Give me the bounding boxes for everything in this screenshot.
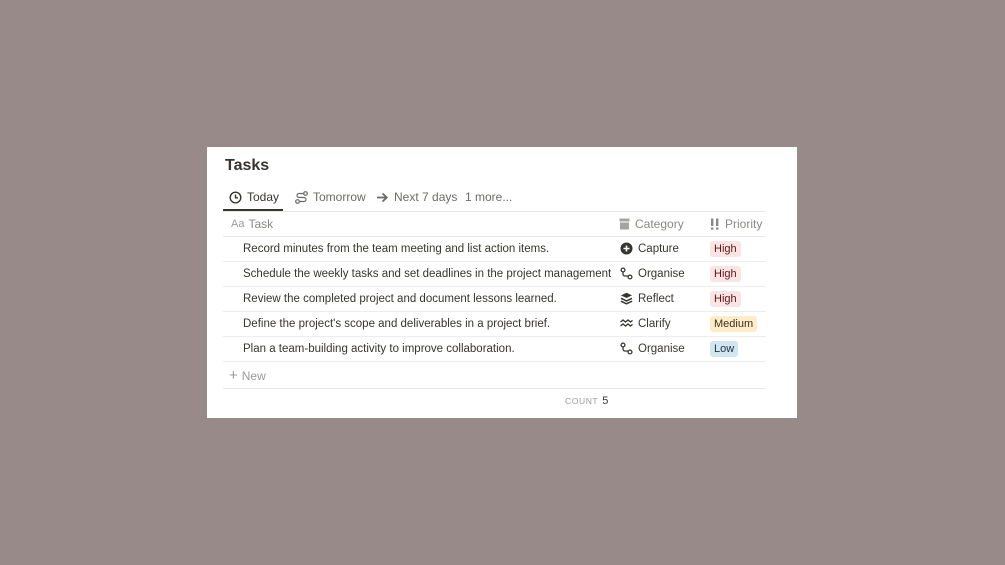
clock-icon bbox=[229, 191, 242, 204]
column-header-label: Category bbox=[635, 216, 684, 231]
arrow-right-icon bbox=[376, 191, 389, 204]
count-label: COUNT bbox=[565, 396, 599, 406]
priority-badge: Medium bbox=[710, 316, 757, 332]
count-value: 5 bbox=[602, 395, 609, 407]
column-header-priority[interactable] bbox=[710, 211, 762, 236]
double-exclamation-icon bbox=[710, 218, 720, 230]
tab-label: 1 more... bbox=[465, 190, 513, 204]
view-tabs bbox=[223, 183, 766, 212]
category-cell[interactable] bbox=[620, 286, 674, 311]
task-name[interactable]: Record minutes from the team meeting and list action items. bbox=[243, 242, 550, 255]
priority-badge: High bbox=[710, 241, 741, 257]
category-label: Organise bbox=[638, 267, 685, 280]
tab-label: Today bbox=[247, 190, 280, 204]
text-type-icon: Aa bbox=[231, 217, 245, 230]
category-cell[interactable] bbox=[620, 236, 679, 261]
table-row[interactable] bbox=[223, 336, 766, 362]
priority-badge: Low bbox=[710, 341, 738, 357]
priority-cell[interactable] bbox=[710, 261, 741, 286]
tab-more[interactable] bbox=[465, 183, 512, 211]
tab-next-7-days[interactable] bbox=[376, 183, 457, 211]
category-cell[interactable] bbox=[620, 311, 671, 336]
task-name[interactable]: Define the project's scope and deliverables in a project brief. bbox=[243, 317, 551, 330]
category-label: Reflect bbox=[638, 292, 674, 305]
route-icon bbox=[620, 267, 633, 280]
tab-today[interactable] bbox=[229, 183, 279, 211]
table-row[interactable] bbox=[223, 311, 766, 337]
priority-badge: High bbox=[710, 266, 741, 282]
waves-icon bbox=[620, 317, 633, 330]
table-row[interactable] bbox=[223, 236, 766, 262]
category-label: Capture bbox=[638, 242, 679, 255]
column-header-category[interactable] bbox=[619, 211, 684, 236]
tab-tomorrow[interactable] bbox=[295, 183, 366, 211]
add-new-row-button[interactable] bbox=[223, 363, 766, 389]
priority-cell[interactable] bbox=[710, 311, 757, 336]
task-name[interactable]: Schedule the weekly tasks and set deadlines in the project management bbox=[243, 267, 611, 280]
category-label: Organise bbox=[638, 342, 685, 355]
layers-icon bbox=[620, 292, 633, 305]
archive-icon bbox=[619, 218, 630, 230]
table-header bbox=[223, 211, 766, 237]
route-icon bbox=[620, 342, 633, 355]
column-header-label: Task bbox=[248, 216, 274, 231]
category-label: Clarify bbox=[638, 317, 671, 330]
tab-label: Next 7 days bbox=[394, 190, 458, 204]
route-icon bbox=[295, 191, 308, 204]
priority-cell[interactable] bbox=[710, 336, 738, 361]
table-row[interactable] bbox=[223, 286, 766, 312]
table-row[interactable] bbox=[223, 261, 766, 287]
category-cell[interactable] bbox=[620, 261, 685, 286]
task-name[interactable]: Plan a team-building activity to improve collaboration. bbox=[243, 342, 515, 355]
row-count[interactable] bbox=[565, 395, 608, 407]
task-name[interactable]: Review the completed project and document lessons learned. bbox=[243, 292, 557, 305]
tasks-database-card bbox=[207, 147, 797, 418]
tab-label: Tomorrow bbox=[313, 190, 366, 204]
priority-cell[interactable] bbox=[710, 236, 741, 261]
page-title: Tasks bbox=[225, 157, 270, 174]
category-cell[interactable] bbox=[620, 336, 685, 361]
priority-cell[interactable] bbox=[710, 286, 741, 311]
column-header-label: Priority bbox=[725, 216, 763, 231]
plus-circle-icon bbox=[620, 242, 633, 255]
new-label: New bbox=[241, 368, 266, 383]
column-header-task[interactable] bbox=[231, 211, 273, 236]
priority-badge: High bbox=[710, 291, 741, 307]
plus-icon: + bbox=[229, 367, 238, 384]
